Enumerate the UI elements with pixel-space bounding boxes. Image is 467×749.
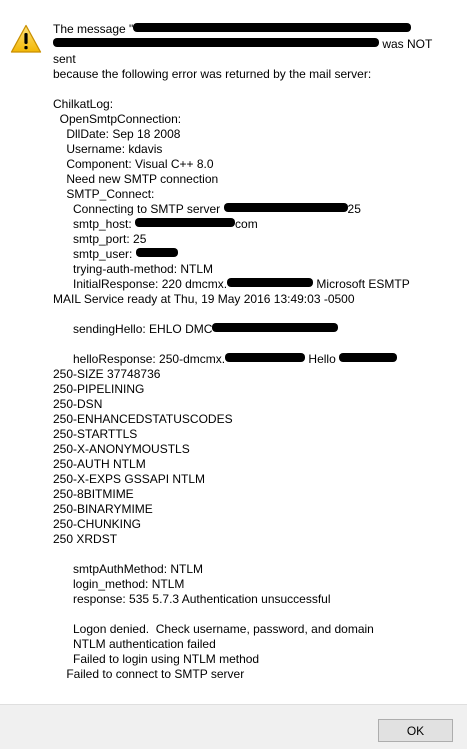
message-line: [53, 127, 453, 142]
message-text: OpenSmtpConnection:: [53, 112, 182, 126]
message-text: 250-AUTH NTLM: [53, 457, 146, 471]
message-text: was NOT: [379, 37, 433, 51]
message-line: [53, 457, 453, 472]
error-message-text: [53, 22, 453, 682]
message-line: [53, 52, 453, 67]
message-line: [53, 262, 453, 277]
message-line: [53, 277, 453, 292]
message-line: [53, 427, 453, 442]
message-line: [53, 472, 453, 487]
message-line: [53, 112, 453, 127]
message-text: 250 XRDST: [53, 532, 118, 546]
message-line: [53, 517, 453, 532]
message-text: ChilkatLog:: [53, 97, 114, 111]
message-line: [53, 232, 453, 247]
message-line: [53, 577, 453, 592]
message-text: trying-auth-method: NTLM: [53, 262, 214, 276]
redaction-mark: [136, 248, 178, 257]
message-text: Failed to connect to SMTP server: [53, 667, 245, 681]
message-text: Component: Visual C++ 8.0: [53, 157, 214, 171]
redaction-mark: [225, 353, 305, 362]
message-text: Hello: [305, 352, 340, 366]
message-text: 250-SIZE 37748736: [53, 367, 161, 381]
message-text: 250-PIPELINING: [53, 382, 145, 396]
message-text: 250-ENHANCEDSTATUSCODES: [53, 412, 233, 426]
message-line: [53, 592, 453, 607]
message-line: [53, 502, 453, 517]
message-line: [53, 442, 453, 457]
message-text: Microsoft ESMTP: [313, 277, 410, 291]
message-line: [53, 202, 453, 217]
message-line: [53, 352, 453, 367]
message-text: sent: [53, 52, 76, 66]
message-line: [53, 247, 453, 262]
message-line: [53, 667, 453, 682]
message-line: [53, 22, 453, 37]
message-text: 250-STARTTLS: [53, 427, 138, 441]
redaction-mark: [227, 278, 313, 287]
message-text: Failed to login using NTLM method: [53, 652, 260, 666]
message-line: [53, 97, 453, 112]
message-line: [53, 292, 453, 307]
message-line: [53, 217, 453, 232]
dialog-footer: [0, 704, 467, 749]
message-line: [53, 382, 453, 397]
message-line: [53, 172, 453, 187]
message-text: 250-BINARYMIME: [53, 502, 153, 516]
message-line: [53, 397, 453, 412]
message-line: [53, 337, 453, 352]
message-text: smtp_host:: [53, 217, 136, 231]
message-line: [53, 142, 453, 157]
message-line: [53, 67, 453, 82]
message-text: InitialResponse: 220 dmcmx.: [53, 277, 228, 291]
message-text: 250-X-ANONYMOUSTLS: [53, 442, 190, 456]
message-line: [53, 82, 453, 97]
message-text: 250-CHUNKING: [53, 517, 142, 531]
message-text: smtp_port: 25: [53, 232, 147, 246]
message-line: [53, 607, 453, 622]
message-line: [53, 637, 453, 652]
message-line: [53, 37, 453, 52]
message-text: Connecting to SMTP server: [53, 202, 224, 216]
redaction-mark: [53, 38, 379, 47]
redaction-mark: [212, 323, 338, 332]
message-line: [53, 562, 453, 577]
message-text: 250-DSN: [53, 397, 103, 411]
message-line: [53, 412, 453, 427]
message-line: [53, 622, 453, 637]
message-text: 250-X-EXPS GSSAPI NTLM: [53, 472, 206, 486]
warning-icon: [10, 24, 42, 54]
redaction-mark: [135, 218, 235, 227]
message-text: smtp_user:: [53, 247, 136, 261]
message-line: [53, 547, 453, 562]
message-text: Need new SMTP connection: [53, 172, 219, 186]
message-line: [53, 187, 453, 202]
message-text: MAIL Service ready at Thu, 19 May 2016 13:49:03 -0500: [53, 292, 355, 306]
message-text: 25: [347, 202, 361, 216]
message-text: Username: kdavis: [53, 142, 163, 156]
message-line: [53, 652, 453, 667]
message-text: The message ": [53, 22, 134, 36]
message-text: response: 535 5.7.3 Authentication unsuccessful: [53, 592, 331, 606]
redaction-mark: [133, 23, 411, 32]
message-line: [53, 322, 453, 337]
redaction-mark: [224, 203, 348, 212]
message-text: DllDate: Sep 18 2008: [53, 127, 181, 141]
message-line: [53, 367, 453, 382]
redaction-mark: [339, 353, 397, 362]
message-text: login_method: NTLM: [53, 577, 185, 591]
message-text: Logon denied. Check username, password, and domain: [53, 622, 374, 636]
message-line: [53, 307, 453, 322]
message-text: smtpAuthMethod: NTLM: [53, 562, 204, 576]
message-line: [53, 157, 453, 172]
message-text: NTLM authentication failed: [53, 637, 216, 651]
message-text: sendingHello: EHLO DMC: [53, 322, 213, 336]
message-line: [53, 532, 453, 547]
message-text: because the following error was returned by the mail server:: [53, 67, 372, 81]
message-text: com: [235, 217, 258, 231]
message-text: 250-8BITMIME: [53, 487, 134, 501]
message-text: helloResponse: 250-dmcmx.: [53, 352, 226, 366]
message-line: [53, 487, 453, 502]
message-text: SMTP_Connect:: [53, 187, 155, 201]
ok-button[interactable]: OK: [378, 719, 453, 742]
